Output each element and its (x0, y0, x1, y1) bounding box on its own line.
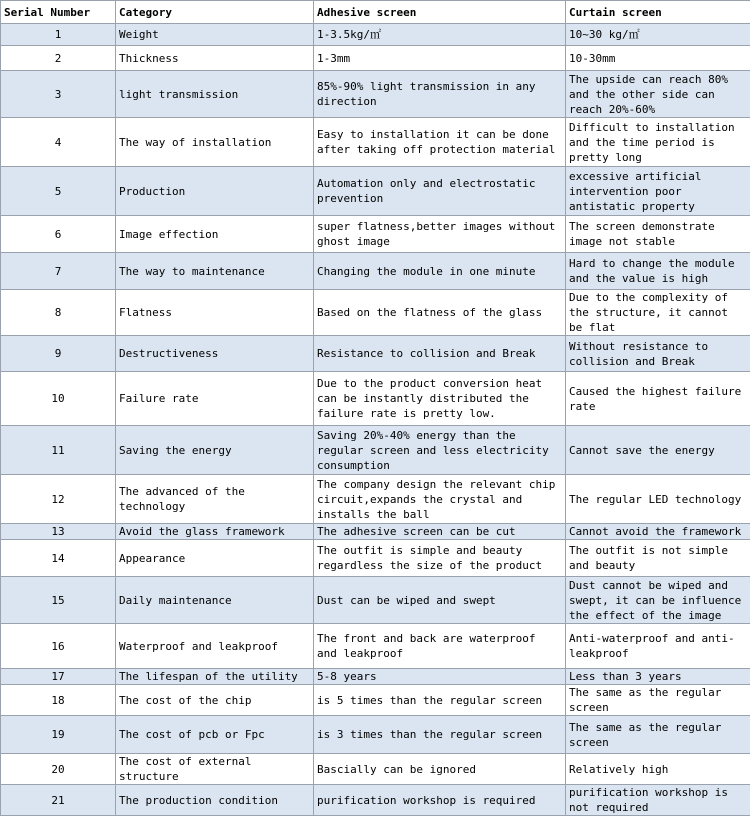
serial-cell: 14 (1, 540, 116, 577)
adhesive-cell: 1-3.5kg/㎡ (314, 24, 566, 46)
adhesive-cell: Based on the flatness of the glass (314, 290, 566, 336)
category-cell: The advanced of the technology (116, 475, 314, 524)
adhesive-cell: 5-8 years (314, 669, 566, 685)
serial-cell: 1 (1, 24, 116, 46)
serial-cell: 3 (1, 71, 116, 118)
header-adhesive-screen: Adhesive screen (314, 1, 566, 24)
serial-cell: 17 (1, 669, 116, 685)
serial-cell: 10 (1, 372, 116, 426)
table-row (1, 167, 750, 216)
adhesive-cell: 85%-90% light transmission in any direction (314, 71, 566, 118)
curtain-cell: Dust cannot be wiped and swept, it can be influence the effect of the image (566, 577, 750, 624)
table-row (1, 577, 750, 624)
curtain-cell: The outfit is not simple and beauty (566, 540, 750, 577)
curtain-cell: Without resistance to collision and Break (566, 336, 750, 372)
category-cell: The way of installation (116, 118, 314, 167)
curtain-cell: purification workshop is not required (566, 785, 750, 816)
adhesive-cell: Changing the module in one minute (314, 253, 566, 290)
adhesive-cell: Resistance to collision and Break (314, 336, 566, 372)
serial-cell: 2 (1, 46, 116, 71)
table-row (1, 669, 750, 685)
serial-cell: 9 (1, 336, 116, 372)
adhesive-cell: super flatness,better images without ghost image (314, 216, 566, 253)
serial-cell: 20 (1, 754, 116, 785)
curtain-cell: The screen demonstrate image not stable (566, 216, 750, 253)
serial-cell: 5 (1, 167, 116, 216)
curtain-cell: Less than 3 years (566, 669, 750, 685)
adhesive-cell: is 3 times than the regular screen (314, 716, 566, 754)
category-cell: The cost of external structure (116, 754, 314, 785)
serial-cell: 8 (1, 290, 116, 336)
header-curtain-screen: Curtain screen (566, 1, 750, 24)
table-row (1, 253, 750, 290)
table-row (1, 372, 750, 426)
category-cell: Saving the energy (116, 426, 314, 475)
curtain-cell: excessive artificial intervention poor antistatic property (566, 167, 750, 216)
adhesive-cell: Dust can be wiped and swept (314, 577, 566, 624)
table-row (1, 685, 750, 716)
category-cell: Appearance (116, 540, 314, 577)
category-cell: The cost of the chip (116, 685, 314, 716)
table-row (1, 46, 750, 71)
category-cell: Flatness (116, 290, 314, 336)
header-row (1, 1, 750, 24)
curtain-cell: Due to the complexity of the structure, it cannot be flat (566, 290, 750, 336)
adhesive-cell: is 5 times than the regular screen (314, 685, 566, 716)
category-cell: Weight (116, 24, 314, 46)
serial-cell: 19 (1, 716, 116, 754)
adhesive-cell: Easy to installation it can be done after taking off protection material (314, 118, 566, 167)
serial-cell: 11 (1, 426, 116, 475)
category-cell: Image effection (116, 216, 314, 253)
category-cell: Thickness (116, 46, 314, 71)
serial-cell: 7 (1, 253, 116, 290)
table-row (1, 754, 750, 785)
serial-cell: 15 (1, 577, 116, 624)
table-row (1, 336, 750, 372)
curtain-cell: 10-30mm (566, 46, 750, 71)
adhesive-cell: Saving 20%-40% energy than the regular screen and less electricity consumption (314, 426, 566, 475)
adhesive-cell: The adhesive screen can be cut (314, 524, 566, 540)
serial-cell: 16 (1, 624, 116, 669)
table-row (1, 118, 750, 167)
adhesive-cell: Bascially can be ignored (314, 754, 566, 785)
adhesive-cell: 1-3mm (314, 46, 566, 71)
category-cell: Production (116, 167, 314, 216)
category-cell: The lifespan of the utility (116, 669, 314, 685)
category-cell: Failure rate (116, 372, 314, 426)
curtain-cell: The regular LED technology (566, 475, 750, 524)
header-serial-number: Serial Number (1, 1, 116, 24)
table-row (1, 524, 750, 540)
serial-cell: 4 (1, 118, 116, 167)
adhesive-cell: purification workshop is required (314, 785, 566, 816)
category-cell: Waterproof and leakproof (116, 624, 314, 669)
curtain-cell: Hard to change the module and the value is high (566, 253, 750, 290)
table-row (1, 716, 750, 754)
curtain-cell: Cannot save the energy (566, 426, 750, 475)
category-cell: The way to maintenance (116, 253, 314, 290)
curtain-cell: The same as the regular screen (566, 685, 750, 716)
category-cell: Avoid the glass framework (116, 524, 314, 540)
curtain-cell: The upside can reach 80% and the other side can reach 20%-60% (566, 71, 750, 118)
table-row (1, 624, 750, 669)
curtain-cell: Difficult to installation and the time period is pretty long (566, 118, 750, 167)
table-row (1, 71, 750, 118)
category-cell: Destructiveness (116, 336, 314, 372)
curtain-cell: Relatively high (566, 754, 750, 785)
curtain-cell: 10~30 kg/㎡ (566, 24, 750, 46)
curtain-cell: Anti-waterproof and anti-leakproof (566, 624, 750, 669)
adhesive-cell: The outfit is simple and beauty regardless the size of the product (314, 540, 566, 577)
curtain-cell: The same as the regular screen (566, 716, 750, 754)
serial-cell: 12 (1, 475, 116, 524)
category-cell: light transmission (116, 71, 314, 118)
table-row (1, 475, 750, 524)
serial-cell: 13 (1, 524, 116, 540)
table-row (1, 426, 750, 475)
serial-cell: 6 (1, 216, 116, 253)
category-cell: Daily maintenance (116, 577, 314, 624)
curtain-cell: Caused the highest failure rate (566, 372, 750, 426)
adhesive-cell: Automation only and electrostatic prevention (314, 167, 566, 216)
table-row (1, 216, 750, 253)
serial-cell: 21 (1, 785, 116, 816)
adhesive-cell: The front and back are waterproof and leakproof (314, 624, 566, 669)
table-row (1, 540, 750, 577)
table-row (1, 290, 750, 336)
category-cell: The production condition (116, 785, 314, 816)
header-category: Category (116, 1, 314, 24)
adhesive-cell: The company design the relevant chip circuit,expands the crystal and installs the ball (314, 475, 566, 524)
curtain-cell: Cannot avoid the framework (566, 524, 750, 540)
serial-cell: 18 (1, 685, 116, 716)
table-row (1, 785, 750, 816)
category-cell: The cost of pcb or Fpc (116, 716, 314, 754)
table-row (1, 24, 750, 46)
adhesive-cell: Due to the product conversion heat can be instantly distributed the failure rate is pretty low. (314, 372, 566, 426)
